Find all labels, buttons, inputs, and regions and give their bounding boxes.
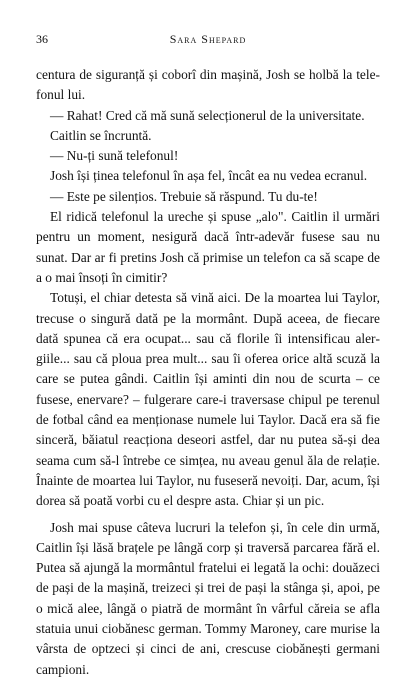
running-head: Sara Shepard — [169, 32, 247, 46]
paragraph: — Este pe silențios. Trebuie să răspund. Tu du-te! — [50, 188, 318, 204]
paragraph: — Nu-ți sună telefonul! — [50, 148, 179, 164]
paragraph: El ridică telefonul la ureche și spuse „alo". Caitlin il urmări pentru un moment, nesigură dacă într-adevăr fusese sau nu sunat. Dar ar fi pretins Josh că primise un telefon ca să scape de a o mai însoți în cimitir? — [36, 209, 380, 285]
page-number: 36 — [36, 32, 48, 46]
paragraph: Josh mai spuse câteva lucruri la telefon și, în cele din urmă, Caitlin își lăsă brațele pe lângă corp și traversă parcarea fără el. Putea să ajungă la mormântul fratelui ei legată la ochi: douăzeci de pași de la mașină, treizeci și trei de pași la stânga și, apoi, pe o mică alee, lângă o piatră de mormânt în vârful căreia se afla statuia unui ciobănesc german. Tommy Maroney, care murise la vârsta de optzeci și cinci de ani, crescuse ciobănești germani campioni. — [36, 519, 380, 677]
paragraph: centura de siguranță și coborî din mașină, Josh se holbă la telefonul lui. — [36, 67, 380, 103]
body-text — [36, 65, 380, 680]
paragraph: — Rahat! Cred că mă sună selecționerul de la universitate. — [50, 107, 365, 123]
paragraph: Caitlin se încruntă. — [50, 127, 152, 143]
paragraph: Josh își ținea telefonul în așa fel, încât ea nu vedea ecranul. — [50, 168, 368, 184]
paragraph: Totuși, el chiar detesta să vină aici. De la moartea lui Taylor, trecuse o singură dată pe la mormânt. După aceea, de fiecare dată spunea că era ocupat... sau că florile îi intensificau alergiile... sau că ploua prea mult... sau îi oferea orice altă scuză la care se putea gândi. Caitlin își aminti din nou de scurta – ce fusese, enervare? – fulgerare care-i traversase chipul pe terenul de fotbal când ea menționase numele lui Taylor. Dacă era să fie sinceră, băiatul reacționa deseori astfel, dar nu putea să-și dea seama cum să-l întrebe ce simțea, nu aveau genul ăla de relație. Înainte de moartea lui Taylor, nu fuseseră nevoiți. Dar, acum, își dorea să poată vorbi cu el despre asta. Chiar și un pic. — [36, 290, 380, 509]
